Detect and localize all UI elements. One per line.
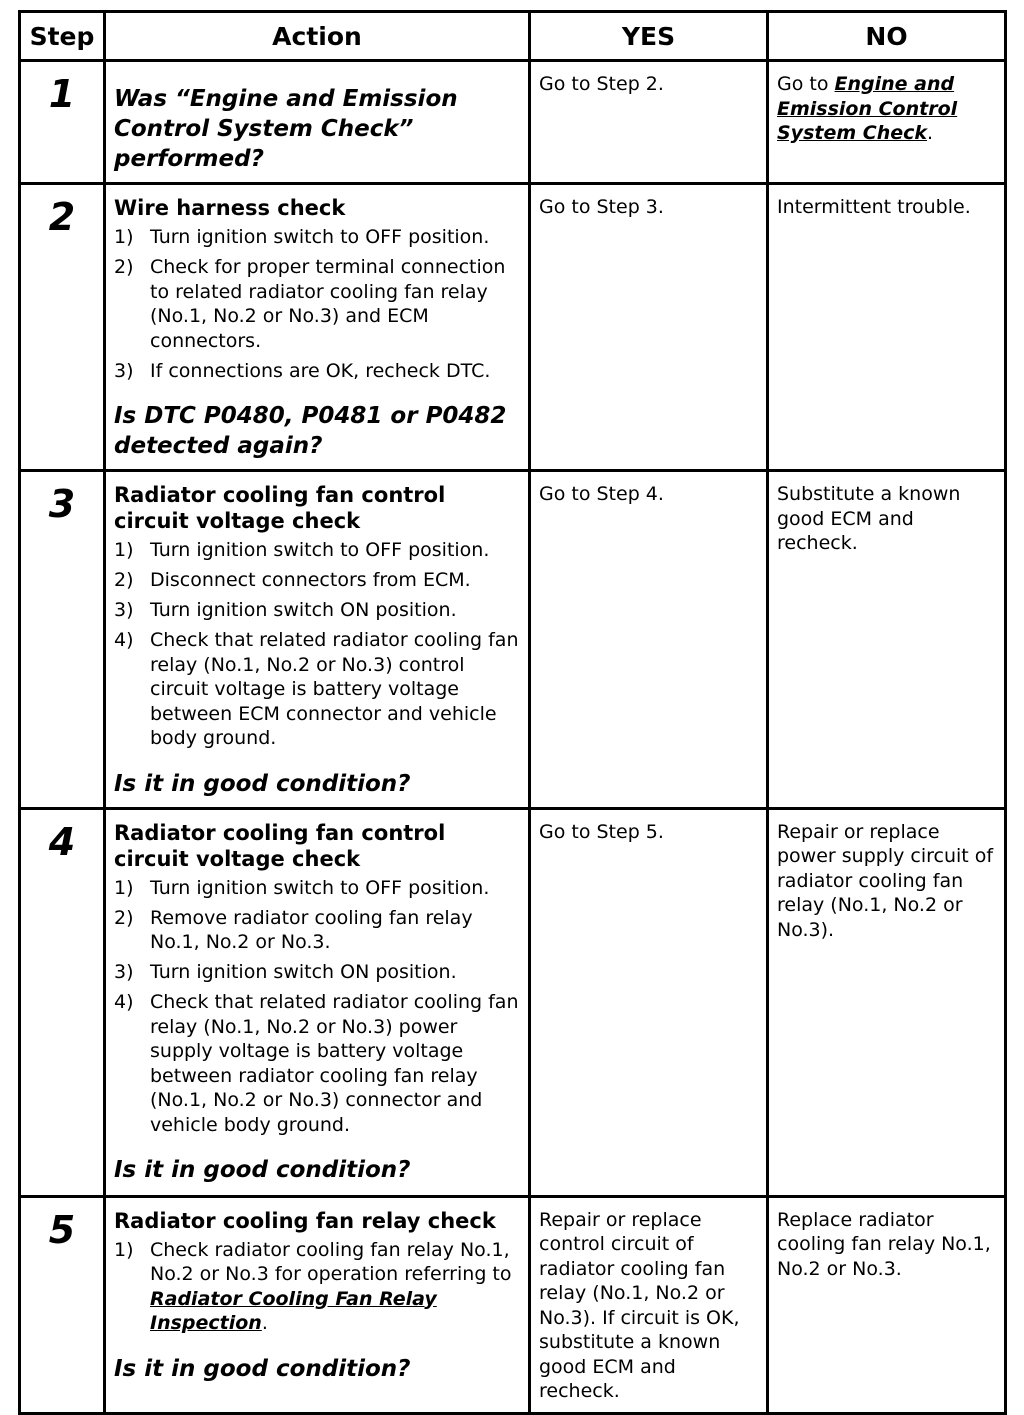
no-cell: Intermittent trouble. bbox=[768, 184, 1006, 471]
no-cell: Replace radiator cooling fan relay No.1, No.2 or No.3. bbox=[768, 1196, 1006, 1413]
header-no: NO bbox=[768, 12, 1006, 61]
yes-cell: Go to Step 2. bbox=[530, 61, 768, 184]
step-question: Is it in good condition? bbox=[114, 1157, 411, 1183]
step-list bbox=[114, 1238, 520, 1336]
step-title: Wire harness check bbox=[114, 196, 346, 220]
yes-cell: Go to Step 4. bbox=[530, 471, 768, 809]
list-item: 2) Check for proper terminal connection to related radiator cooling fan relay (No.1, No.2 or No.3) and ECM connectors. bbox=[114, 256, 506, 352]
header-step: Step bbox=[20, 12, 105, 61]
yes-cell: Go to Step 5. bbox=[530, 808, 768, 1196]
troubleshooting-table bbox=[18, 10, 1007, 1415]
header-yes: YES bbox=[530, 12, 768, 61]
action-cell bbox=[105, 1196, 530, 1413]
list-item: 3) Turn ignition switch ON position. bbox=[114, 961, 457, 983]
step-title: Radiator cooling fan control circuit voltage check bbox=[114, 483, 446, 533]
list-item: 1) Turn ignition switch to OFF position. bbox=[114, 539, 490, 561]
list-item: 2) Remove radiator cooling fan relay No.1, No.2 or No.3. bbox=[114, 906, 473, 953]
list-item: 1) Turn ignition switch to OFF position. bbox=[114, 876, 490, 899]
no-suffix: . bbox=[927, 122, 934, 144]
step-list bbox=[114, 538, 520, 751]
list-item: 3) If connections are OK, recheck DTC. bbox=[114, 359, 491, 382]
step-list bbox=[114, 225, 520, 383]
list-item: 1) Check radiator cooling fan relay No.1, No.2 or No.3 for operation referring to Radiator Cooling Fan Relay Inspection. bbox=[114, 1238, 512, 1334]
step-number: 2 bbox=[20, 184, 105, 471]
step-number: 5 bbox=[20, 1196, 105, 1413]
table-row bbox=[20, 61, 1006, 184]
action-cell bbox=[105, 471, 530, 809]
yes-cell: Repair or replace control circuit of radiator cooling fan relay (No.1, No.2 or No.3). If circuit is OK, substitute a known good ECM and recheck. bbox=[530, 1196, 768, 1413]
list-item: 4) Check that related radiator cooling fan relay (No.1, No.2 or No.3) power supply voltage is battery voltage between radiator cooling fan relay (No.1, No.2 or No.3) connector and vehicle body ground. bbox=[114, 991, 519, 1136]
engine-emission-check-link[interactable]: Engine and Emission Control System Check bbox=[777, 73, 958, 144]
step-number: 4 bbox=[20, 808, 105, 1196]
list-item: 4) Check that related radiator cooling fan relay (No.1, No.2 or No.3) control circuit voltage is battery voltage between ECM connector and vehicle body ground. bbox=[114, 629, 519, 749]
step-number: 3 bbox=[20, 471, 105, 809]
step-title: Radiator cooling fan control circuit voltage check bbox=[114, 820, 446, 871]
list-item: 3) Turn ignition switch ON position. bbox=[114, 599, 457, 621]
step-title: Radiator cooling fan relay check bbox=[114, 1208, 496, 1233]
table-row bbox=[20, 184, 1006, 471]
list-item: 2) Disconnect connectors from ECM. bbox=[114, 569, 471, 591]
action-cell bbox=[105, 61, 530, 184]
list-item: 1) Turn ignition switch to OFF position. bbox=[114, 226, 490, 248]
step-number: 1 bbox=[20, 61, 105, 184]
action-cell bbox=[105, 184, 530, 471]
step-question: Is it in good condition? bbox=[114, 1355, 411, 1382]
no-cell bbox=[768, 61, 1006, 184]
step-question: Was “Engine and Emission Control System Check” performed? bbox=[114, 86, 458, 172]
table-row bbox=[20, 471, 1006, 809]
no-cell: Substitute a known good ECM and recheck. bbox=[768, 471, 1006, 809]
yes-cell: Go to Step 3. bbox=[530, 184, 768, 471]
no-text: Go to bbox=[777, 73, 835, 95]
table-row bbox=[20, 1196, 1006, 1413]
step-list bbox=[114, 876, 520, 1138]
step-question: Is DTC P0480, P0481 or P0482 detected again? bbox=[114, 403, 507, 459]
step-question: Is it in good condition? bbox=[114, 770, 411, 797]
header-action: Action bbox=[105, 12, 530, 61]
action-cell bbox=[105, 808, 530, 1196]
no-cell: Repair or replace power supply circuit of radiator cooling fan relay (No.1, No.2 or No.3). bbox=[768, 808, 1006, 1196]
header-row bbox=[20, 12, 1006, 61]
table-row bbox=[20, 808, 1006, 1196]
relay-inspection-link[interactable]: Radiator Cooling Fan Relay Inspection bbox=[150, 1287, 437, 1334]
